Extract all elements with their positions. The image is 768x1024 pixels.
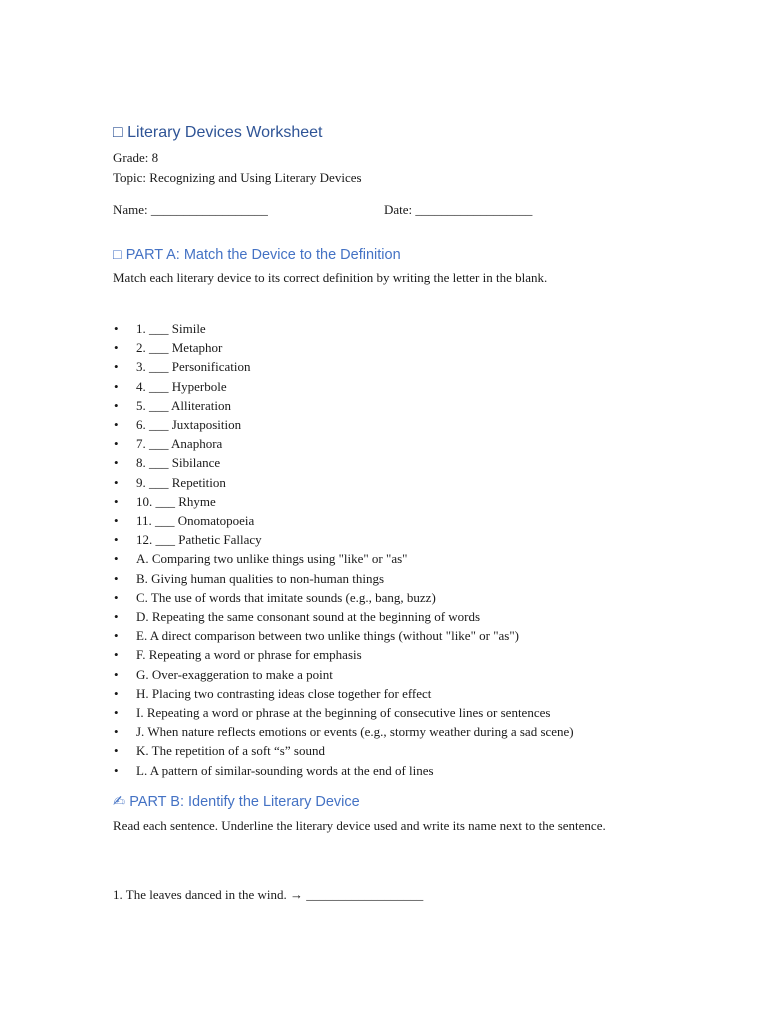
list-item-text: 10. ___ Rhyme xyxy=(136,493,216,509)
bullet-icon: • xyxy=(114,551,119,567)
bullet-icon: • xyxy=(114,417,119,433)
part-a-heading-text: PART A: Match the Device to the Definition xyxy=(125,247,401,263)
list-item-text: A. Comparing two unlike things using "like" or "as" xyxy=(136,551,408,567)
bullet-icon: • xyxy=(114,743,119,759)
worksheet-title-text: Literary Devices Worksheet xyxy=(127,124,323,141)
bullet-icon: • xyxy=(114,340,119,356)
list-item xyxy=(113,511,574,530)
bullet-icon: • xyxy=(114,589,119,605)
bullet-icon: • xyxy=(114,705,119,721)
list-item-text: 12. ___ Pathetic Fallacy xyxy=(136,532,262,548)
list-item xyxy=(113,357,574,376)
list-item-text: 3. ___ Personification xyxy=(136,359,251,375)
part-b-heading-text: PART B: Identify the Literary Device xyxy=(129,794,360,810)
list-item xyxy=(113,665,574,684)
list-item xyxy=(113,761,574,780)
list-item-text: F. Repeating a word or phrase for emphasis xyxy=(136,647,362,663)
list-item xyxy=(113,722,574,741)
list-item xyxy=(113,492,574,511)
list-item-text: 9. ___ Repetition xyxy=(136,474,226,490)
list-item-text: 7. ___ Anaphora xyxy=(136,436,223,452)
bullet-icon: • xyxy=(114,359,119,375)
bullet-icon: • xyxy=(114,609,119,625)
list-item-text: 1. ___ Simile xyxy=(136,321,206,336)
bullet-icon: • xyxy=(114,455,119,471)
list-item-text: G. Over-exaggeration to make a point xyxy=(136,666,333,682)
list-item xyxy=(113,453,574,472)
list-item xyxy=(113,645,574,664)
date-field: Date: __________________ xyxy=(384,202,533,217)
list-item xyxy=(113,319,574,338)
list-item-text: E. A direct comparison between two unlike things (without "like" or "as") xyxy=(136,628,519,644)
part-a-icon: □ xyxy=(113,247,122,263)
worksheet-title xyxy=(113,124,322,142)
list-item-text: D. Repeating the same consonant sound at the beginning of words xyxy=(136,609,481,625)
list-item-text: J. When nature reflects emotions or events (e.g., stormy weather during a sad scene) xyxy=(136,724,574,740)
list-item xyxy=(113,473,574,492)
list-item xyxy=(113,741,574,760)
topic-line: Topic: Recognizing and Using Literary Devices xyxy=(113,170,362,185)
list-item-text: 2. ___ Metaphor xyxy=(136,340,223,356)
bullet-icon: • xyxy=(114,666,119,682)
list-item xyxy=(113,434,574,453)
name-field: Name: __________________ xyxy=(113,202,268,217)
bullet-icon: • xyxy=(114,685,119,701)
bullet-icon: • xyxy=(114,628,119,644)
part-a-heading xyxy=(113,247,401,263)
bullet-icon: • xyxy=(114,321,119,336)
grade-line: Grade: 8 xyxy=(113,150,159,165)
bullet-icon: • xyxy=(114,513,119,529)
bullet-icon: • xyxy=(114,647,119,663)
list-item xyxy=(113,549,574,568)
bullet-icon: • xyxy=(114,397,119,413)
bullet-icon: • xyxy=(114,532,119,548)
list-item xyxy=(113,396,574,415)
list-item xyxy=(113,703,574,722)
part-b-heading xyxy=(113,794,360,810)
list-item-text: C. The use of words that imitate sounds (e.g., bang, buzz) xyxy=(136,589,436,605)
part-a-instructions: Match each literary device to its correct definition by writing the letter in the blank. xyxy=(113,270,548,285)
list-item-text: 8. ___ Sibilance xyxy=(136,455,221,471)
list-item-text: 6. ___ Juxtaposition xyxy=(136,417,242,433)
list-item xyxy=(113,607,574,626)
list-item-text: K. The repetition of a soft “s” sound xyxy=(136,743,325,759)
document-icon: □ xyxy=(113,124,123,141)
writing-hand-icon: ✍ xyxy=(113,794,126,810)
list-item xyxy=(113,588,574,607)
list-item-text: 5. ___ Alliteration xyxy=(136,397,231,413)
bullet-icon: • xyxy=(114,493,119,509)
part-a-list xyxy=(113,319,574,780)
list-item xyxy=(113,530,574,549)
list-item xyxy=(113,415,574,434)
list-item-text: 4. ___ Hyperbole xyxy=(136,378,227,394)
list-item-text: B. Giving human qualities to non-human things xyxy=(136,570,385,586)
list-item xyxy=(113,684,574,703)
list-item-text: 11. ___ Onomatopoeia xyxy=(136,513,255,529)
part-b-question-1: 1. The leaves danced in the wind. → __________________ xyxy=(113,887,424,902)
bullet-icon: • xyxy=(114,378,119,394)
list-item-text: L. A pattern of similar-sounding words at the end of lines xyxy=(136,762,434,778)
bullet-icon: • xyxy=(114,570,119,586)
list-item xyxy=(113,377,574,396)
list-item xyxy=(113,338,574,357)
bullet-icon: • xyxy=(114,436,119,452)
bullet-icon: • xyxy=(114,762,119,778)
bullet-icon: • xyxy=(114,474,119,490)
list-item xyxy=(113,569,574,588)
part-b-instructions: Read each sentence. Underline the literary device used and write its name next to the sentence. xyxy=(113,818,606,833)
bullet-icon: • xyxy=(114,724,119,740)
list-item xyxy=(113,626,574,645)
list-item-text: I. Repeating a word or phrase at the beginning of consecutive lines or sentences xyxy=(136,705,551,721)
list-item-text: H. Placing two contrasting ideas close together for effect xyxy=(136,685,432,701)
